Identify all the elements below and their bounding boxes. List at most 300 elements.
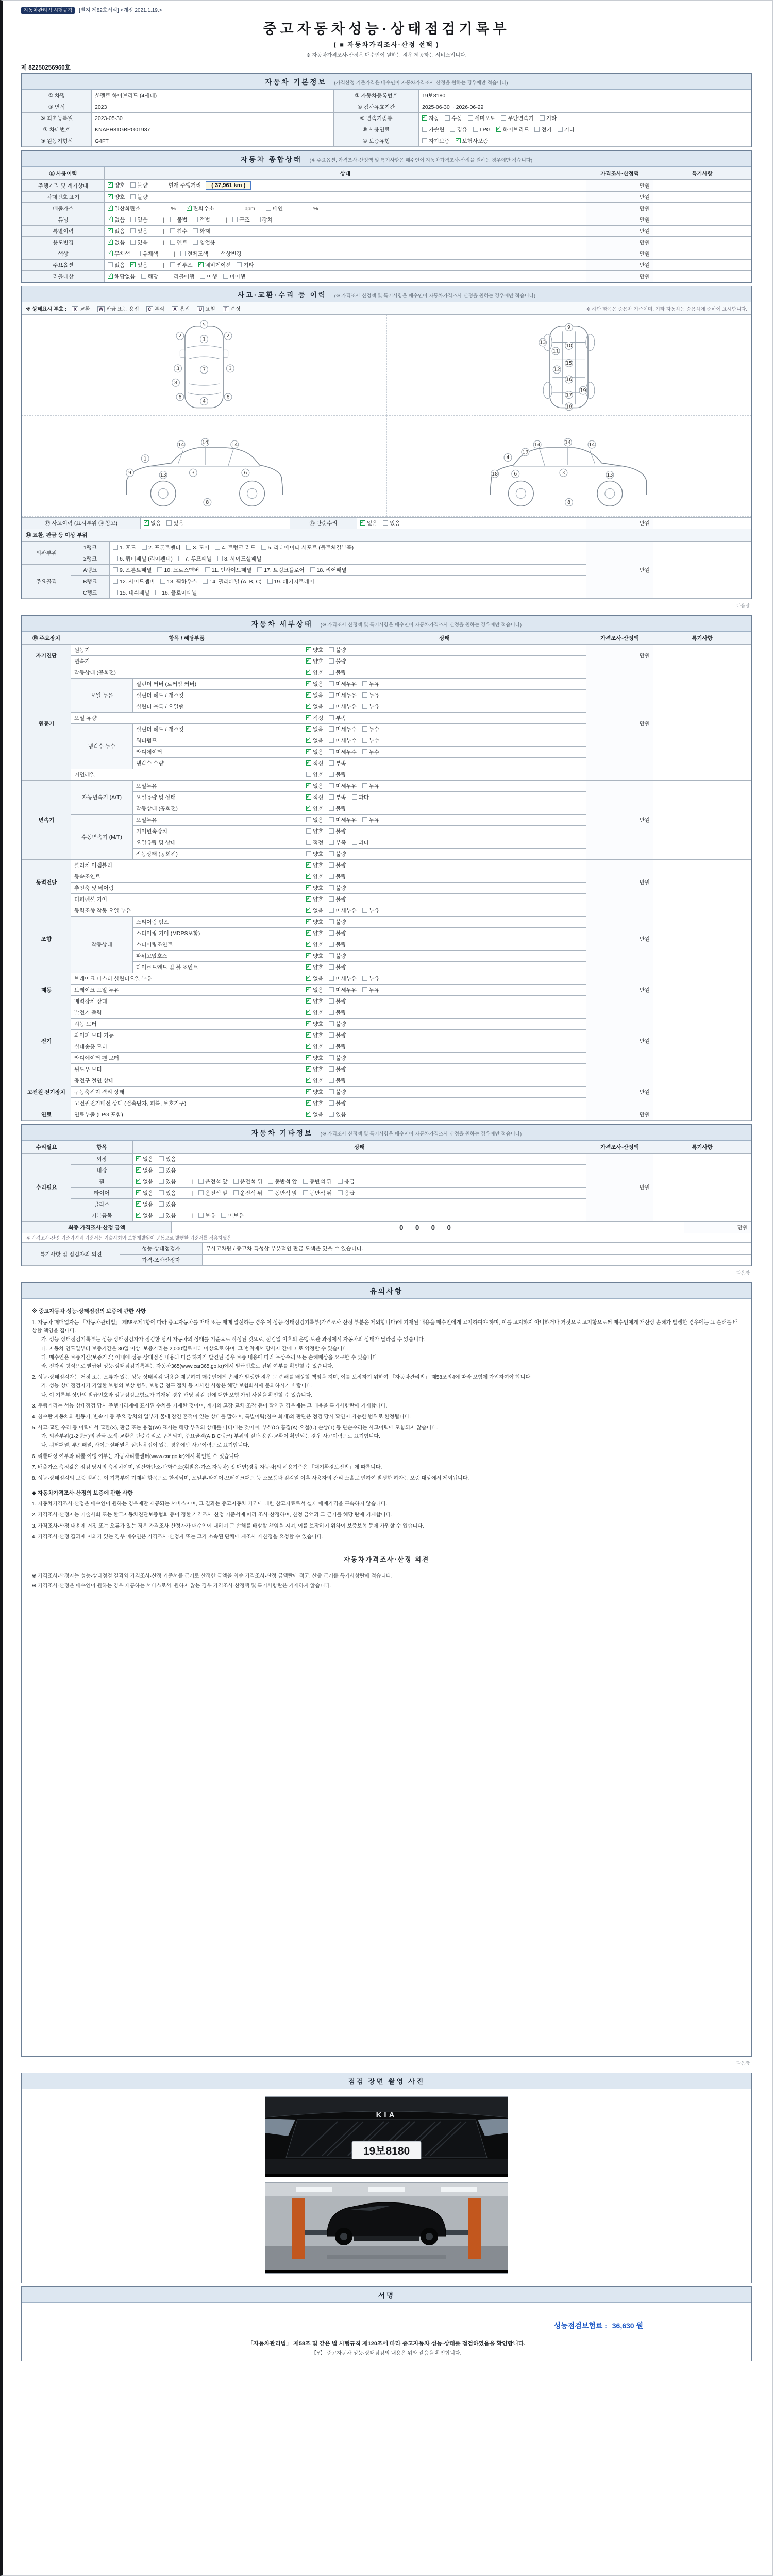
model-year-value: 2023 (92, 101, 334, 113)
notice-line: ※ 가격조사·산정자는 성능·상태점검 결과와 가격조사·산정 기준서를 근거로 산정한 금액을 최종 가격조사·산정 금액란에 적고, 산출 근거를 특기사항란에 적습니다. (32, 1573, 393, 1580)
checkbox-label: 불량 (335, 1066, 346, 1073)
checkbox-label: 기타 (243, 262, 254, 268)
legend-item (223, 304, 241, 312)
checkbox-label: 미이행 (229, 274, 246, 280)
state-checks (108, 217, 154, 223)
checkbox-unchecked-icon (193, 217, 198, 222)
state-checks (180, 251, 247, 257)
checkbox-label: 불량 (335, 1055, 346, 1061)
checkbox-label: 없음 (313, 987, 324, 993)
checkbox-option (306, 691, 323, 699)
checkbox-unchecked-icon (501, 115, 506, 121)
price-cell: 만원 (586, 226, 653, 237)
price-cell: 만원 (586, 860, 653, 905)
checkbox-label: 양호 (313, 998, 324, 1005)
simple-repair-checks (357, 518, 586, 529)
item-state (303, 803, 586, 815)
note-cell (653, 781, 751, 860)
note-cell (653, 542, 751, 599)
checkbox-option (178, 555, 212, 563)
item-state (303, 758, 586, 769)
checkbox-option (306, 805, 323, 812)
checkbox-label: 있음 (390, 520, 400, 527)
checkbox-unchecked-icon (329, 987, 334, 992)
item-state (303, 724, 586, 735)
checkbox-unchecked-icon (186, 545, 191, 550)
checkbox-option (130, 261, 147, 269)
column-header: 수리필요 (22, 1141, 71, 1154)
checkbox-label: 세미오토 (474, 115, 496, 122)
checkbox-option (267, 578, 314, 585)
checkbox-option (329, 850, 346, 858)
checkbox-label: 색상변경 (221, 251, 242, 257)
checkbox-checked-icon (136, 1179, 141, 1184)
checkbox-unchecked-icon (159, 1190, 164, 1195)
checkbox-option (306, 793, 323, 801)
emission-unit (290, 206, 318, 212)
svg-text:19: 19 (580, 387, 586, 394)
blank-field (290, 206, 312, 210)
svg-text:4: 4 (202, 399, 206, 405)
state-checks (232, 217, 278, 223)
checkbox-label: 과다 (358, 794, 369, 801)
column-header: 상태 (133, 1141, 586, 1154)
item-state (303, 1030, 586, 1041)
checkbox-option (233, 1178, 263, 1185)
section-title: 자동차 기본정보 (265, 78, 327, 86)
basic-info-title-bar (22, 74, 751, 90)
checkbox-unchecked-icon (534, 127, 540, 132)
note-cell (653, 237, 751, 248)
checkbox-unchecked-icon (329, 1010, 334, 1015)
checkbox-checked-icon (130, 262, 136, 267)
checkbox-unchecked-icon (200, 274, 205, 279)
checkbox-checked-icon (306, 930, 311, 936)
legend-text: 손상 (230, 307, 241, 312)
item-name: 오일유량 및 상태 (133, 837, 303, 849)
price-cell: 만원 (586, 1075, 653, 1109)
checkbox-option (362, 748, 379, 756)
checkbox-option (303, 1178, 332, 1185)
rank-label: C랭크 (71, 587, 110, 599)
checkbox-checked-icon (306, 704, 311, 709)
divider: | (163, 240, 165, 246)
state-checks (187, 206, 220, 212)
checkbox-label: 운전석 앞 (205, 1179, 228, 1185)
notice-line: 2. 가격조사·산정자는 기술사회 또는 한국자동차진단보증협회 등이 정한 가격조사·산정 기준서에 따라 조사·산정하며, 산정 금액과 그 근거를 해당 란에 기재합니다. (32, 1512, 393, 1518)
item-state (303, 645, 586, 656)
checkbox-unchecked-icon (329, 896, 334, 902)
detail-row (22, 1007, 751, 1019)
checkbox-option (422, 137, 450, 145)
table-row (22, 1222, 751, 1233)
price-cell: 만원 (586, 192, 653, 203)
checkbox-label: 렌트 (177, 240, 188, 246)
checkbox-option (306, 1031, 323, 1039)
usage-change-state (105, 237, 586, 248)
checkbox-label: 불량 (335, 647, 346, 653)
note-cell (653, 180, 751, 192)
checkbox-option (329, 680, 357, 688)
checkbox-unchecked-icon (166, 520, 172, 526)
checkbox-label: 불량 (335, 1044, 346, 1050)
svg-text:2: 2 (178, 333, 182, 340)
checkbox-option (160, 578, 197, 585)
notice-line: 7. 배출가스 측정값은 점검 당시의 측정치이며, 일산화탄소·탄화수소(휘발유·가스 자동차) 및 매연(경유 자동차)의 허용기준은 「대기환경보전법」에 따릅니다. (32, 1464, 382, 1470)
item-name: 스티어링 기어 (MDPS포함) (133, 928, 303, 939)
checkbox-option (108, 261, 125, 269)
item-state (303, 1075, 586, 1087)
checkbox-label: 해당없음 (114, 274, 136, 280)
checkbox-label: 없음 (114, 217, 125, 223)
device-name: 제동 (22, 973, 71, 1007)
checkbox-option (141, 273, 158, 280)
checkbox-unchecked-icon (362, 783, 367, 788)
legal-statements (22, 2339, 751, 2357)
svg-text:14: 14 (202, 439, 209, 446)
legend-note: ※ 하단 항목은 승용차 기준이며, 기타 자동차는 승용차에 준하여 표시합니다. (586, 306, 747, 312)
notice-line: 1. 자동차 매매업자는 「자동차관리법」 제58조제1항에 따라 중고자동차를 매매 또는 매매 알선하는 경우 이 성능·상태점검기록부(가격조사·산정 부분은 제외합니다)에 기재된 내용을 매수인에게 고지하여야 하며, 이를 고지하지 아니하거나 거짓으로 고지함으로써 매수인에게 재산상 손해가 발생한 경우에는 그 손해를 배상할 책임을 집니다. (32, 1320, 738, 1334)
checkbox-label: 없음 (313, 704, 324, 710)
checkbox-option (306, 941, 323, 948)
item-state (303, 928, 586, 939)
svg-text:9: 9 (128, 470, 132, 476)
checkbox-option (329, 646, 346, 654)
checkbox-label: 미세누유 (335, 681, 357, 687)
checkbox-option (329, 816, 357, 824)
subgroup-name: 오일 누유 (71, 679, 133, 713)
checkbox-option (113, 566, 152, 574)
divider: | (225, 217, 227, 223)
checkbox-label: 양호 (313, 1100, 324, 1107)
checkbox-unchecked-icon (329, 1112, 334, 1117)
checkbox-label: 양호 (313, 1044, 324, 1050)
checkbox-unchecked-icon (113, 590, 118, 595)
svg-text:13: 13 (607, 472, 613, 479)
checkbox-label: 불량 (335, 874, 346, 880)
item-name: 라디에이터 (133, 747, 303, 758)
checkbox-label: 누유 (368, 908, 380, 914)
checkbox-label: 불량 (335, 862, 346, 869)
row-label: 주행거리 및 계기상태 (22, 180, 105, 192)
checkbox-checked-icon (198, 262, 204, 267)
checkbox-option (130, 193, 147, 201)
table-header-row (22, 167, 751, 180)
checkbox-label: 불량 (335, 1021, 346, 1027)
table-row (22, 203, 751, 214)
checkbox-option (221, 1212, 243, 1219)
transmission-options (419, 113, 751, 124)
checkbox-label: 불량 (335, 919, 346, 925)
checkbox-label: 없음 (313, 908, 324, 914)
checkbox-label: 부족 (335, 794, 346, 801)
row-label: 특별이력 (22, 226, 105, 237)
blank-field (148, 206, 170, 210)
holding-checks (198, 1213, 249, 1219)
subgroup-name: 작동상태 (71, 917, 133, 973)
checkbox-label: 양호 (313, 1078, 324, 1084)
opinion-head: 특기사항 및 점검자의 의견 (22, 1243, 120, 1266)
checkbox-checked-icon (187, 206, 192, 211)
checkbox-unchecked-icon (178, 556, 183, 561)
table-row (22, 542, 751, 553)
checkbox-checked-icon (108, 194, 113, 199)
svg-text:6: 6 (244, 470, 247, 476)
detail-row (22, 645, 751, 656)
table-row (22, 260, 751, 271)
checkbox-option (362, 691, 379, 699)
svg-text:12: 12 (553, 367, 560, 373)
row-label: 성능·상태점검자 (120, 1243, 203, 1255)
checkbox-unchecked-icon (113, 567, 118, 572)
price-cell: 만원 (586, 248, 653, 260)
checkbox-label: 불량 (335, 896, 346, 903)
kia-logo: KIA (376, 2111, 397, 2120)
svg-text:8: 8 (206, 500, 209, 506)
notice-line: ※ 가격조사·산정은 매수인이 원하는 경우 제공하는 서비스로서, 원하지 않는 경우 가격조사·산정액 및 특기사항란은 기재하지 않습니다. (32, 1583, 332, 1589)
checkbox-option (306, 669, 323, 676)
checkbox-unchecked-icon (142, 545, 147, 550)
title-option: ( ■ 자동차가격조사·산정 선택 ) (333, 41, 440, 48)
checkbox-option (306, 725, 323, 733)
row-label: 기본품목 (71, 1210, 133, 1222)
checkbox-option (422, 126, 444, 133)
item-name: 실린더 헤드 / 개스킷 (133, 690, 303, 701)
checkbox-option (142, 544, 180, 551)
row-label: 타이어 (71, 1188, 133, 1199)
checkbox-label: 무채색 (114, 251, 130, 257)
checkbox-option (155, 589, 197, 597)
checkbox-unchecked-icon (256, 217, 261, 222)
checkbox-unchecked-icon (329, 874, 334, 879)
checkbox-label: 적정 (313, 794, 324, 801)
detail-condition-table (22, 632, 751, 1121)
item-state (303, 1041, 586, 1053)
checkbox-label: 없음 (143, 1190, 154, 1196)
checkbox-label: 양호 (114, 194, 125, 200)
checkbox-unchecked-icon (303, 1179, 308, 1184)
checkbox-option (306, 861, 323, 869)
checkbox-option (306, 680, 323, 688)
checkbox-label: 없음 (313, 738, 324, 744)
checkbox-label: 누유 (368, 987, 380, 993)
svg-text:6: 6 (178, 394, 182, 400)
checkbox-option (501, 114, 534, 122)
checkbox-unchecked-icon (203, 579, 208, 584)
state-checks (108, 240, 154, 246)
svg-text:14: 14 (178, 442, 184, 448)
checkbox-option (170, 239, 187, 246)
checkbox-label: 불량 (137, 182, 148, 189)
checkbox-label: 적법 (199, 217, 210, 223)
checkbox-option (108, 181, 125, 189)
detail-row (22, 1109, 751, 1121)
column-header: 특기사항 (653, 167, 751, 180)
item-name: 라디에이터 팬 모터 (71, 1053, 303, 1064)
checkbox-unchecked-icon (261, 545, 266, 550)
notice-line: 4. 침수란 자동차의 원동기, 변속기 등 주요 장치의 일부가 물에 잠긴 흔적이 있는 상태를 말하며, 특별이력(침수·화재)의 판단은 점검 당시 확인이 가능한 범위로 한정됩니다. (32, 1414, 411, 1420)
checkbox-option (159, 1212, 176, 1219)
checkbox-unchecked-icon (329, 828, 334, 834)
item-state (303, 769, 586, 781)
checkbox-label: 양호 (313, 862, 324, 869)
svg-text:5: 5 (202, 321, 206, 328)
checkbox-option (329, 963, 346, 971)
checkbox-option (306, 1077, 323, 1084)
checkbox-option (232, 216, 249, 224)
checkbox-option (338, 1178, 355, 1185)
checkbox-unchecked-icon (170, 228, 175, 233)
checkbox-option (130, 181, 147, 189)
mileage-value: ( 37,961 km ) (206, 181, 251, 190)
checkbox-option (329, 941, 346, 948)
item-name: 연료누출 (LPG 포함) (71, 1109, 303, 1121)
rank1-parts (110, 542, 586, 553)
notice-title-bar: 유의사항 (22, 1283, 751, 1299)
checkbox-label: 자가보증 (429, 138, 450, 144)
state-checks (136, 1190, 182, 1196)
checkbox-label: 미세누유 (335, 976, 357, 982)
fee-label: 성능점검보험료 : (553, 2321, 607, 2330)
column-header: 특기사항 (653, 1141, 751, 1154)
checkbox-unchecked-icon (329, 794, 334, 800)
item-name: 배력장치 상태 (71, 996, 303, 1007)
svg-text:2: 2 (226, 333, 230, 340)
mark-t-icon: T (223, 306, 229, 312)
checkbox-label: 불량 (335, 772, 346, 778)
checkbox-label: 있음 (165, 1167, 176, 1174)
price-cell: 만원 (586, 542, 653, 599)
checkbox-option (329, 1111, 346, 1118)
price-cell: 만원 (586, 180, 653, 192)
checkbox-label: 동반석 뒤 (309, 1179, 332, 1185)
checkbox-option (338, 1189, 355, 1197)
checkbox-label: 해당 (147, 274, 158, 280)
checkbox-unchecked-icon (329, 885, 334, 890)
checkbox-unchecked-icon (362, 817, 367, 822)
section-title: 사고·교환·수리 등 이력 (237, 291, 327, 299)
checkbox-unchecked-icon (268, 1179, 273, 1184)
checkbox-option (329, 986, 357, 994)
checkbox-unchecked-icon (113, 545, 118, 550)
mark-a-icon: A (172, 306, 178, 312)
checkbox-label: 미세누유 (335, 987, 357, 993)
svg-text:8: 8 (174, 380, 178, 386)
panel-group-label: 주요골격 (22, 565, 71, 599)
checkbox-option (306, 907, 323, 914)
checkbox-label: 양호 (313, 1089, 324, 1095)
final-price-note: ※ 가격조사·산정 기준가격과 기준서는 기술사회와 보험개발원이 공동으로 발행한 기준서를 적용하였음 (22, 1233, 751, 1243)
checkbox-label: 있음 (137, 217, 148, 223)
checkbox-label: 불량 (335, 1032, 346, 1039)
checkbox-label: 자동 (429, 115, 440, 122)
section-note: (※ 가격조사·산정액 및 특기사항은 매수인이 자동차가격조사·산정을 원하는 경우에만 적습니다) (320, 622, 522, 628)
overall-condition-table (22, 167, 751, 282)
basic-items-checks (133, 1210, 586, 1222)
checkbox-label: 가솔린 (429, 127, 445, 133)
row-label: 리콜대상 (22, 271, 105, 282)
row-label: 휠 (71, 1176, 133, 1188)
checkbox-label: 불량 (335, 930, 346, 937)
item-state (303, 905, 586, 917)
checkbox-checked-icon (136, 1190, 141, 1195)
checkbox-unchecked-icon (257, 567, 262, 572)
checkbox-option (136, 1200, 153, 1208)
checkbox-checked-icon (306, 794, 311, 800)
note-cell (653, 860, 751, 905)
accident-history-checks (141, 518, 290, 529)
checkbox-option (422, 114, 439, 122)
checkbox-unchecked-icon (329, 964, 334, 970)
checkbox-option (306, 918, 323, 926)
checkbox-checked-icon (306, 1044, 311, 1049)
detail-row (22, 781, 751, 792)
price-cell: 만원 (586, 973, 653, 1007)
table-row (22, 135, 751, 147)
vin-value: KNAPH81GBPG01937 (92, 124, 334, 135)
recall-sub-label: 리콜이행 (173, 274, 195, 280)
checkbox-unchecked-icon (422, 138, 427, 143)
checkbox-option (223, 273, 245, 280)
checkbox-checked-icon (108, 240, 113, 245)
rank-label: 1랭크 (71, 542, 110, 553)
note-cell (653, 1154, 751, 1222)
table-row (22, 90, 751, 101)
checkbox-option (186, 544, 209, 551)
checkbox-option (256, 216, 273, 224)
column-header: ⑪ 사용이력 (22, 167, 105, 180)
checkbox-unchecked-icon (130, 217, 136, 222)
legend-text: 흠집 (180, 307, 190, 312)
signature-body (22, 2303, 751, 2361)
checkbox-label: 누수 (368, 749, 380, 755)
item-name: 스티어링조인트 (133, 939, 303, 951)
checkbox-label: 양호 (313, 930, 324, 937)
field-label: ⑨ 원동기형식 (22, 135, 92, 147)
checkbox-label: 있음 (137, 240, 148, 246)
checkbox-option (306, 737, 323, 744)
checkbox-unchecked-icon (468, 115, 473, 121)
checkbox-unchecked-icon (217, 556, 223, 561)
checkbox-option (108, 205, 141, 212)
checkbox-option (362, 703, 379, 710)
checkbox-unchecked-icon (362, 681, 367, 686)
detail-row (22, 1075, 751, 1087)
checkbox-option (159, 1189, 176, 1197)
item-state (303, 1064, 586, 1075)
checkbox-checked-icon (306, 658, 311, 664)
glass-checks (133, 1199, 586, 1210)
checkbox-label: 불량 (137, 194, 148, 200)
checkbox-label: 양호 (313, 1032, 324, 1039)
checkbox-option (144, 519, 161, 527)
checkbox-label: 미세누수 (335, 749, 357, 755)
checkbox-label: 없음 (313, 692, 324, 699)
final-price-table (22, 1222, 751, 1243)
row-label: 용도변경 (22, 237, 105, 248)
exchange-panel-caption: ⑭ 교환, 판금 등 이상 부위 (22, 529, 751, 541)
checkbox-label: 양호 (313, 1021, 324, 1027)
item-state (303, 894, 586, 905)
unit-label: % (313, 206, 318, 212)
checkbox-label: 운전석 뒤 (240, 1190, 263, 1196)
subgroup-name: 자동변속기 (A/T) (71, 781, 133, 815)
checkbox-unchecked-icon (329, 772, 334, 777)
notice-line: 나. 자동차 인도일부터 보증기간은 30일 이상, 보증거리는 2,000킬로미터 이상으로 하며, 그 범위에서 당사자 간에 따로 약정할 수 있습니다. (41, 1346, 349, 1352)
inspection-insurance-fee (554, 2320, 643, 2331)
car-diagram-front-side-view (22, 416, 386, 517)
checkbox-label: 1. 후드 (120, 545, 136, 551)
